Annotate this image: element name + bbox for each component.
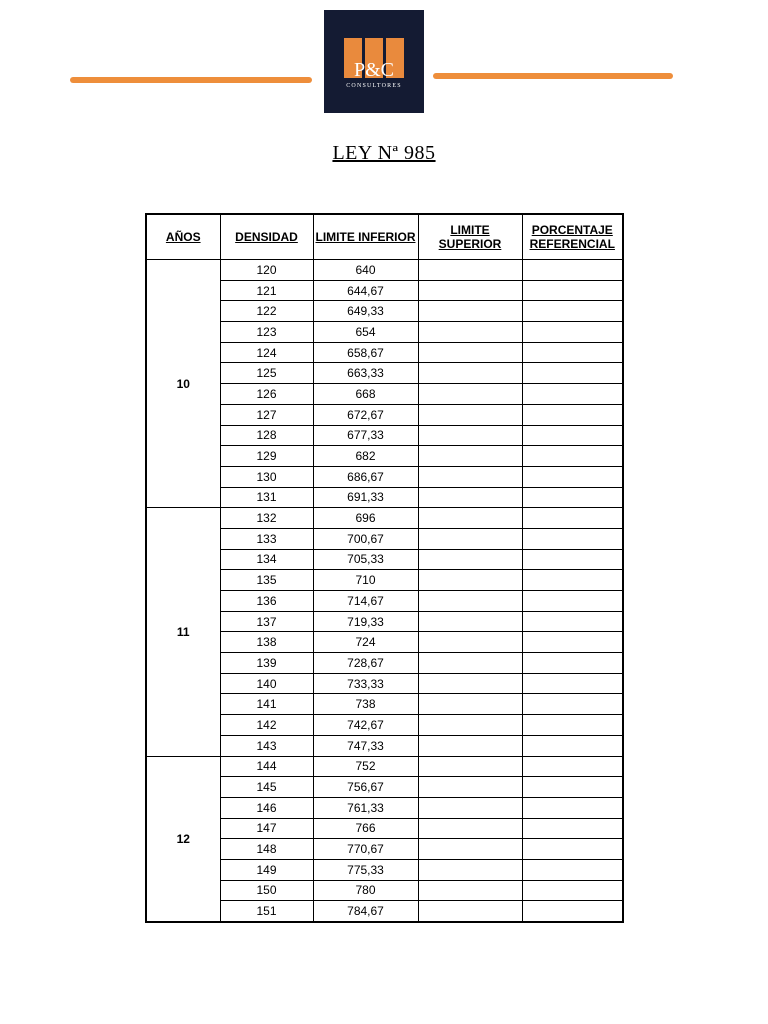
density-cell: 148 (220, 839, 313, 860)
percentage-cell (522, 549, 623, 570)
lower-limit-cell: 700,67 (313, 528, 418, 549)
percentage-cell (522, 591, 623, 612)
upper-limit-cell (418, 342, 522, 363)
upper-limit-cell (418, 673, 522, 694)
table-row (146, 508, 623, 529)
lower-limit-cell: 775,33 (313, 859, 418, 880)
density-cell: 127 (220, 404, 313, 425)
density-cell: 133 (220, 528, 313, 549)
lower-limit-cell: 756,67 (313, 777, 418, 798)
upper-limit-cell (418, 880, 522, 901)
percentage-cell (522, 839, 623, 860)
percentage-cell (522, 715, 623, 736)
density-cell: 139 (220, 653, 313, 674)
lower-limit-cell: 668 (313, 384, 418, 405)
header-upper-limit: LIMITE SUPERIOR (418, 214, 522, 260)
density-cell: 129 (220, 446, 313, 467)
document-title: LEY Nª 985 (332, 142, 436, 164)
percentage-cell (522, 363, 623, 384)
table-row (146, 260, 623, 281)
percentage-cell (522, 901, 623, 922)
pc-consultores-logo (324, 10, 424, 113)
density-cell: 146 (220, 797, 313, 818)
lower-limit-cell: 672,67 (313, 404, 418, 425)
density-cell: 149 (220, 859, 313, 880)
percentage-cell (522, 777, 623, 798)
density-cell: 120 (220, 260, 313, 281)
lower-limit-cell: 766 (313, 818, 418, 839)
upper-limit-cell (418, 570, 522, 591)
upper-limit-cell (418, 466, 522, 487)
upper-limit-cell (418, 818, 522, 839)
header-lower-limit: LIMITE INFERIOR (313, 214, 418, 260)
upper-limit-cell (418, 280, 522, 301)
percentage-cell (522, 301, 623, 322)
density-cell: 121 (220, 280, 313, 301)
lower-limit-cell: 710 (313, 570, 418, 591)
density-cell: 142 (220, 715, 313, 736)
upper-limit-cell (418, 301, 522, 322)
lower-limit-cell: 752 (313, 756, 418, 777)
lower-limit-cell: 738 (313, 694, 418, 715)
lower-limit-cell: 696 (313, 508, 418, 529)
upper-limit-cell (418, 735, 522, 756)
upper-limit-cell (418, 777, 522, 798)
lower-limit-cell: 761,33 (313, 797, 418, 818)
density-cell: 123 (220, 322, 313, 343)
density-cell: 130 (220, 466, 313, 487)
percentage-cell (522, 694, 623, 715)
lower-limit-cell: 724 (313, 632, 418, 653)
year-cell: 11 (146, 508, 220, 756)
density-cell: 131 (220, 487, 313, 508)
lower-limit-cell: 719,33 (313, 611, 418, 632)
density-cell: 141 (220, 694, 313, 715)
upper-limit-cell (418, 404, 522, 425)
header-years: AÑOS (146, 214, 220, 260)
lower-limit-cell: 714,67 (313, 591, 418, 612)
upper-limit-cell (418, 260, 522, 281)
lower-limit-cell: 728,67 (313, 653, 418, 674)
lower-limit-cell: 747,33 (313, 735, 418, 756)
density-cell: 143 (220, 735, 313, 756)
lower-limit-cell: 686,67 (313, 466, 418, 487)
density-cell: 125 (220, 363, 313, 384)
header-density: DENSIDAD (220, 214, 313, 260)
percentage-cell (522, 859, 623, 880)
header-rule-right (433, 73, 673, 79)
lower-limit-cell: 784,67 (313, 901, 418, 922)
upper-limit-cell (418, 653, 522, 674)
upper-limit-cell (418, 425, 522, 446)
lower-limit-cell: 644,67 (313, 280, 418, 301)
density-cell: 151 (220, 901, 313, 922)
upper-limit-cell (418, 632, 522, 653)
year-cell: 10 (146, 260, 220, 508)
percentage-cell (522, 570, 623, 591)
lower-limit-cell: 780 (313, 880, 418, 901)
lower-limit-cell: 682 (313, 446, 418, 467)
density-cell: 144 (220, 756, 313, 777)
percentage-cell (522, 342, 623, 363)
percentage-cell (522, 653, 623, 674)
percentage-cell (522, 797, 623, 818)
lower-limit-cell: 677,33 (313, 425, 418, 446)
year-cell: 12 (146, 756, 220, 922)
logo-subtitle: CONSULTORES (346, 83, 402, 89)
density-limits-table (145, 213, 624, 923)
header-percentage: PORCENTAJE REFERENCIAL (522, 214, 623, 260)
upper-limit-cell (418, 322, 522, 343)
density-cell: 137 (220, 611, 313, 632)
density-cell: 134 (220, 549, 313, 570)
upper-limit-cell (418, 528, 522, 549)
lower-limit-cell: 640 (313, 260, 418, 281)
upper-limit-cell (418, 446, 522, 467)
density-cell: 145 (220, 777, 313, 798)
percentage-cell (522, 735, 623, 756)
upper-limit-cell (418, 715, 522, 736)
table-header-row (146, 214, 623, 260)
percentage-cell (522, 260, 623, 281)
upper-limit-cell (418, 363, 522, 384)
density-cell: 136 (220, 591, 313, 612)
logo-mark: P&C (353, 59, 395, 81)
upper-limit-cell (418, 756, 522, 777)
percentage-cell (522, 425, 623, 446)
percentage-cell (522, 508, 623, 529)
upper-limit-cell (418, 839, 522, 860)
percentage-cell (522, 818, 623, 839)
percentage-cell (522, 446, 623, 467)
percentage-cell (522, 611, 623, 632)
lower-limit-cell: 658,67 (313, 342, 418, 363)
lower-limit-cell: 649,33 (313, 301, 418, 322)
percentage-cell (522, 466, 623, 487)
lower-limit-cell: 691,33 (313, 487, 418, 508)
percentage-cell (522, 632, 623, 653)
density-cell: 150 (220, 880, 313, 901)
lower-limit-cell: 742,67 (313, 715, 418, 736)
percentage-cell (522, 487, 623, 508)
density-cell: 128 (220, 425, 313, 446)
percentage-cell (522, 528, 623, 549)
upper-limit-cell (418, 591, 522, 612)
upper-limit-cell (418, 797, 522, 818)
upper-limit-cell (418, 487, 522, 508)
lower-limit-cell: 770,67 (313, 839, 418, 860)
upper-limit-cell (418, 611, 522, 632)
upper-limit-cell (418, 901, 522, 922)
table-row (146, 756, 623, 777)
upper-limit-cell (418, 859, 522, 880)
percentage-cell (522, 404, 623, 425)
table-body (146, 260, 623, 923)
lower-limit-cell: 654 (313, 322, 418, 343)
percentage-cell (522, 280, 623, 301)
density-cell: 140 (220, 673, 313, 694)
lower-limit-cell: 705,33 (313, 549, 418, 570)
density-cell: 126 (220, 384, 313, 405)
percentage-cell (522, 322, 623, 343)
upper-limit-cell (418, 508, 522, 529)
upper-limit-cell (418, 694, 522, 715)
percentage-cell (522, 673, 623, 694)
upper-limit-cell (418, 549, 522, 570)
density-cell: 122 (220, 301, 313, 322)
header-rule-left (70, 77, 312, 83)
percentage-cell (522, 880, 623, 901)
density-cell: 138 (220, 632, 313, 653)
lower-limit-cell: 733,33 (313, 673, 418, 694)
density-cell: 147 (220, 818, 313, 839)
lower-limit-cell: 663,33 (313, 363, 418, 384)
density-cell: 132 (220, 508, 313, 529)
density-cell: 135 (220, 570, 313, 591)
upper-limit-cell (418, 384, 522, 405)
percentage-cell (522, 756, 623, 777)
density-cell: 124 (220, 342, 313, 363)
percentage-cell (522, 384, 623, 405)
